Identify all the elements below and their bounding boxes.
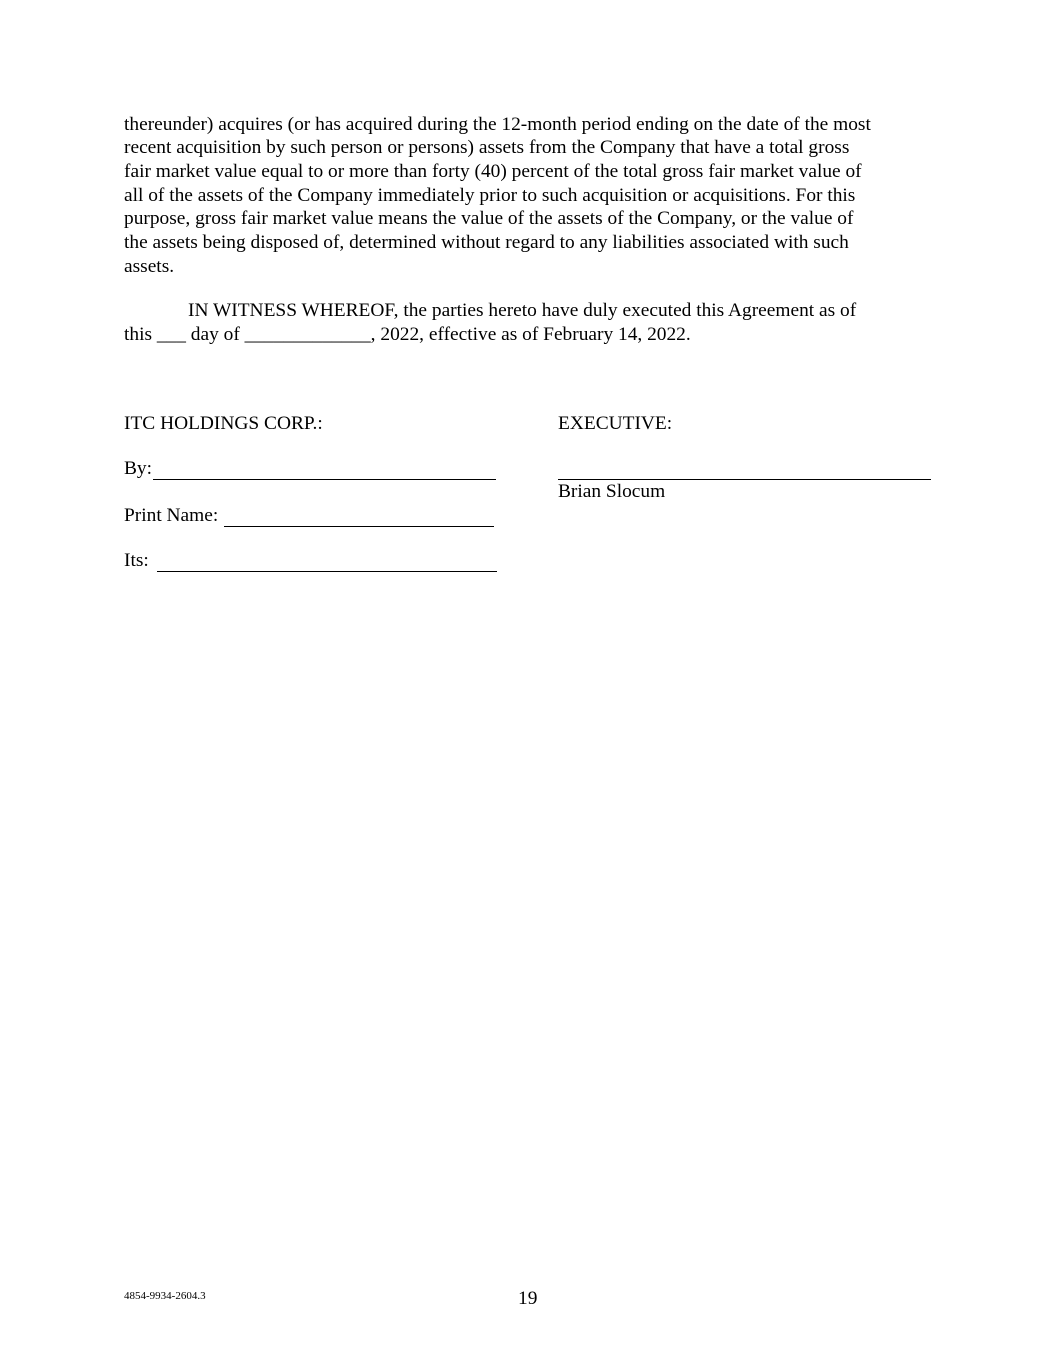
executive-name: Brian Slocum xyxy=(558,481,666,502)
page-number: 19 xyxy=(518,1288,538,1309)
by-signature-line xyxy=(153,479,496,480)
by-label: By: xyxy=(124,458,153,479)
text-line: recent acquisition by such person or persons) assets from the Company that have a total gross xyxy=(124,137,850,158)
text-line: thereunder) acquires (or has acquired during the 12-month period ending on the date of the most xyxy=(124,114,871,135)
document-id: 4854-9934-2604.3 xyxy=(124,1290,206,1302)
text-line: fair market value equal to or more than forty (40) percent of the total gross fair market value of xyxy=(124,161,862,182)
print-name-line xyxy=(224,526,494,527)
text-line: this ___ day of _____________, 2022, effective as of February 14, 2022. xyxy=(124,324,691,345)
text-line: IN WITNESS WHEREOF, the parties hereto have duly executed this Agreement as of xyxy=(188,300,857,321)
executive-heading: EXECUTIVE: xyxy=(558,413,673,434)
its-label: Its: xyxy=(124,550,149,571)
text-line: all of the assets of the Company immediately prior to such acquisition or acquisitions. For this xyxy=(124,185,856,206)
print-name-label: Print Name: xyxy=(124,505,219,526)
text-line: assets. xyxy=(124,256,175,277)
text-line: purpose, gross fair market value means the value of the assets of the Company, or the value of xyxy=(124,208,854,229)
text-line: the assets being disposed of, determined without regard to any liabilities associated with such xyxy=(124,232,849,253)
its-line xyxy=(157,571,497,572)
company-heading: ITC HOLDINGS CORP.: xyxy=(124,413,323,434)
